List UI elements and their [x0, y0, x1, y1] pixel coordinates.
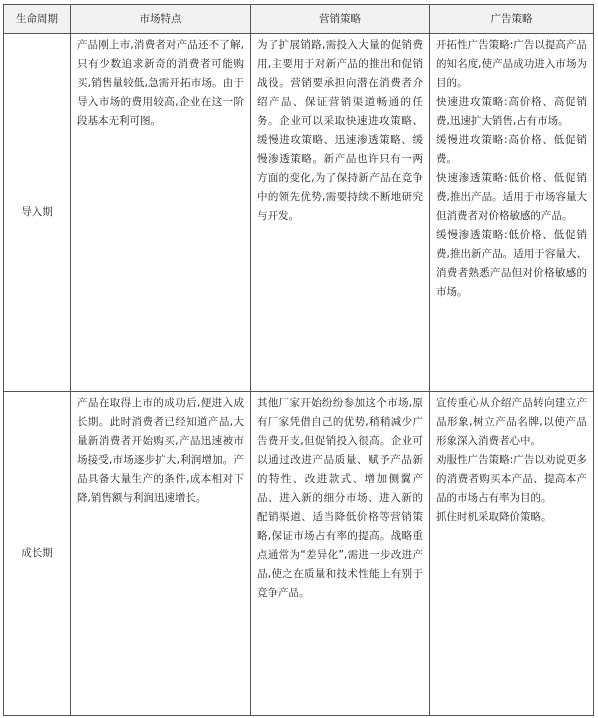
cell-text: 缓慢进攻策略:高价格、低促销费。	[436, 134, 587, 165]
header-market-features: 市场特点	[71, 5, 251, 34]
advertising-cell	[430, 392, 594, 716]
market-cell	[71, 34, 251, 392]
cell-text: 为了扩展销路,需投入大量的促销费用,主要用于对新产品的推出和促销战役。营销要承担向潜在消费者介绍产品、保证营销渠道畅通的任务。企业可以采取快速进攻策略、缓慢进攻策略、迅速渗透策略、缓慢渗透策略。新产品也许只有一两方面的变化,为了保持新产品在竞争中的领先优势,需要持续不断地研究与开发。	[257, 39, 423, 222]
stage-cell: 导入期	[4, 34, 71, 392]
header-lifecycle: 生命周期	[4, 5, 71, 34]
marketing-cell	[251, 34, 430, 392]
cell-text: 其他厂家开始纷纷参加这个市场,原有厂家凭借自己的优势,稍稍减少广告费开支,但促销投入很高。企业可以通过改进产品质量、赋予产品新的特性、改进款式、增加侧翼产品、进入新的细分市场、进入新的配销渠道、适当降低价格等营销策略,保证市场占有率的提高。战略重点通常为“差异化”,需进一步改进产品,使之在质量和技术性能上有别于竞争产品。	[257, 397, 423, 599]
header-advertising-strategy: 广告策略	[430, 5, 594, 34]
lifecycle-table	[3, 4, 594, 716]
marketing-cell	[251, 392, 430, 716]
cell-text: 宣传重心从介绍产品转向建立产品形象,树立产品名牌,以使产品形象深入消费者心中。	[436, 397, 587, 447]
header-row	[4, 5, 594, 34]
cell-text: 产品刚上市,消费者对产品还不了解,只有少数追求新奇的消费者可能购买,销售量较低,急需开拓市场。由于导入市场的费用较高,企业在这一阶段基本无利可图。	[77, 39, 244, 127]
advertising-cell	[430, 34, 594, 392]
market-cell	[71, 392, 251, 716]
cell-text: 快速进攻策略:高价格、高促销费,迅速扩大销售,占有市场。	[436, 96, 587, 127]
cell-text: 缓慢渗透策略:低价格、低促销费,推出新产品。适用于容量大、消费者熟悉产品但对价格敏感的市场。	[436, 229, 587, 298]
header-marketing-strategy: 营销策略	[251, 5, 430, 34]
stage-cell: 成长期	[4, 392, 71, 716]
cell-text: 开拓性广告策略:广告以提高产品的知名度,使产品成功进入市场为目的。	[436, 39, 587, 89]
cell-text: 劝服性广告策略:广告以劝说更多的消费者购买本产品、提高本产品的市场占有率为目的。	[436, 454, 587, 504]
table-row	[4, 34, 594, 392]
cell-text: 抓住时机采取降价策略。	[436, 511, 552, 523]
cell-text: 快速渗透策略:低价格、低促销费,推出产品。适用于市场容量大但消费者对价格敏感的产品。	[436, 172, 587, 222]
cell-text: 产品在取得上市的成功后,便进入成长期。此时消费者已经知道产品,大量新消费者开始购买,产品迅速被市场接受,市场逐步扩大,利润增加。产品具备大量生产的条件,成本相对下降,销售额与利润迅速增长。	[77, 397, 244, 504]
table-row	[4, 392, 594, 716]
